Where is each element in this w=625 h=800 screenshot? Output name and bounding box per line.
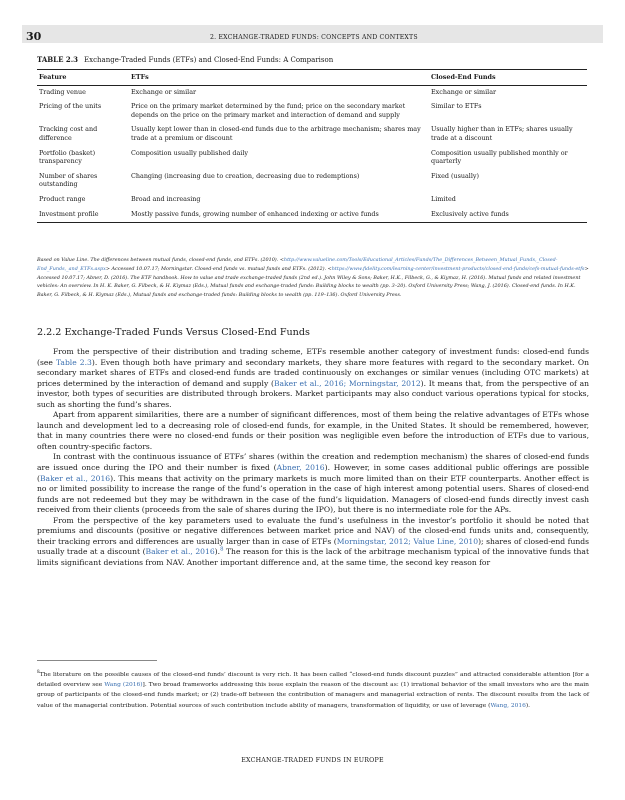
footnote-divider: [37, 660, 157, 661]
etf-cell: Broad and increasing: [131, 194, 201, 203]
feature-cell: Pricing of the units: [39, 102, 102, 111]
paragraph-text: ); shares of closed-end funds usually trade at a discount (: [37, 536, 589, 557]
feature-cell: Number of shares outstanding: [39, 171, 98, 189]
section-heading: 2.2.2 Exchange-Traded Funds Versus Closed-End Funds: [37, 327, 310, 338]
table-row: [37, 193, 587, 208]
feature-cell: Portfolio (basket) transparency: [39, 148, 96, 166]
paragraph-text: In contrast with the continuous issuance of ETFs’ shares (within the creation and redemption mechanism) the shares of closed-end funds are issued once during the IPO and their number is fixed (: [37, 452, 589, 473]
cef-cell: Exchange or similar: [431, 87, 497, 96]
table-row: [37, 100, 587, 123]
cef-cell: Usually higher than in ETFs; shares usually trade at a discount: [431, 125, 573, 142]
table-caption: [37, 55, 333, 64]
column-header: Feature: [37, 70, 129, 86]
footnote-text: ]. Two broad frameworks addressing this issue explain the reason of the discount as: (1) irrational behavior of the small investors who are the main group of participants of the closed-end funds market; or (2) trade-off between the contribution of managers and managerial extraction of rents. The discount results from the lack of value of the managerial contribution. Potential sources of such contribution include ability of managers, transformation of liquidity, or use of leverage (: [37, 682, 589, 709]
paragraph-text: The reason for this is the lack of the arbitrage mechanism typical of the innovative funds that limits significant deviations from NAV. Another important difference and, at the same time, the second key reason for: [37, 547, 589, 567]
table-title: Exchange-Traded Funds (ETFs) and Closed-End Funds: A Comparison: [84, 56, 334, 64]
etf-cell: Changing (increasing due to creation, decreasing due to redemptions): [131, 171, 360, 180]
sources-text: > Accessed 10.07.17; Morningstar. Closed-end funds vs. mutual funds and ETFs. (2012). <: [105, 265, 332, 272]
paragraph-text: From the perspective of the key parameters used to evaluate the fund’s usefulness in the investor’s portfolio it should be noted that premiums and discounts (positive or negative differences between market price and NAV) of the closed-end funds units and, consequently, their tracking errors and differences are usually larger than in case of ETFs (: [37, 515, 589, 546]
paragraph: [37, 516, 589, 569]
etf-cell: Mostly passive funds, growing number of enhanced indexing or active funds: [129, 208, 429, 223]
citation-link[interactable]: Baker et al., 2016: [39, 473, 111, 483]
table-row: [37, 85, 587, 100]
footnote-marker-link[interactable]: 8: [220, 546, 224, 553]
source-link-fidelity[interactable]: https://www.fidelity.com/learning-center/investment-products/closed-end-funds/cefs-mutual-funds-etfs: [331, 265, 585, 272]
feature-cell: Product range: [39, 194, 86, 203]
footnote-text: The literature on the possible causes of the closed-end funds’ discount is very rich. It has been called “closed-end funds discount puzzles” and attracted considerable attention [for a detailed overview see: [37, 672, 589, 689]
cef-cell: Composition usually published monthly or quarterly: [431, 148, 568, 166]
etf-cell: Usually kept lower than in closed-end funds due to the arbitrage mechanism; shares may trade at a premium or discount: [131, 125, 421, 142]
sources-text: Based on Value Line. The differences between mutual funds, closed-end funds, and ETFs. (2010). <: [37, 257, 284, 263]
paragraph-text: ).: [214, 547, 221, 557]
feature-cell: Trading venue: [39, 87, 86, 96]
source-link-valueline[interactable]: http://www.valueline.com/Tools/Educational_Articles/Funds/The_Differences_Between_Mutual_Funds,_Closed-End_Funds,_and_ETFs.aspx: [37, 257, 558, 272]
table-row: [37, 170, 587, 193]
paragraph: Apart from apparent similarities, there are a number of significant differences, most of them being the relative advantages of ETFs whose launch and development led to a decreasing role of closed-end funds, for example, in the United States. It should be remembered, however, that in many countries there were no closed-end funds or their position was negligible even before the introduction of ETFs due to various, often country-specific factors.: [37, 410, 589, 451]
etf-cell: Composition usually published daily: [131, 148, 249, 157]
etf-cell: Price on the primary market determined by the fund; price on the secondary market depends on the price on the primary market and interaction of demand and supply: [131, 102, 406, 119]
running-head: 2. EXCHANGE-TRADED FUNDS: CONCEPTS AND CONTEXTS: [210, 34, 418, 41]
etf-cell: Exchange or similar: [131, 87, 197, 96]
cef-cell: Exclusively active funds: [429, 208, 587, 223]
table-row: [37, 123, 587, 146]
citation-link[interactable]: Abner, 2016: [276, 463, 325, 473]
cef-cell: Similar to ETFs: [431, 102, 482, 111]
paragraph-text: ). It means that, from the perspective of an investor, both types of securities are distributed through brokers. Market participants may also conduct various operations typical for stocks, such as shorting the fund’s shares.: [37, 378, 590, 409]
column-header: Closed-End Funds: [429, 70, 587, 86]
table-label: TABLE 2.3: [37, 55, 79, 64]
footnote-text: ).: [525, 702, 530, 709]
column-header: ETFs: [129, 70, 429, 86]
sources-text: > Accessed 10.07.17; Abner, D. (2016). The ETF handbook. How to value and trade exchange-traded funds (2nd ed.). John Wiley & Sons; Baker, H.K., Filbeck, G., & Kiymaz, H. (2016). Mutual funds and related investment vehicles: An overview. In H. K. Baker, G. Filbeck, & H. Kiymaz (Eds.), Mutual funds and exchange-traded funds: Building blocks to wealth (pp. 3–20). Oxford University Press; Wang, J. (2016). Closed-end funds. In H.K. Baker, G. Filbeck, & H. Kiymaz (Eds.), Mutual funds and exchange-traded funds: Building blocks to wealth (pp. 119–136). Oxford University Press.: [37, 265, 589, 299]
feature-cell: Tracking cost and difference: [39, 125, 98, 142]
page-footer: EXCHANGE-TRADED FUNDS IN EUROPE: [241, 757, 384, 764]
table-sources: [37, 256, 589, 300]
citation-link[interactable]: Morningstar, 2012; Value Line, 2010: [336, 536, 479, 546]
citation-link[interactable]: Wang, 2016: [490, 702, 526, 709]
citation-link[interactable]: Wang (2016): [104, 682, 143, 689]
citation-link[interactable]: Baker et al., 2016: [145, 547, 215, 557]
cef-cell: Limited: [431, 194, 456, 203]
paragraph-text: From the perspective of their distribution and trading scheme, ETFs resemble another category of investment funds: closed-end funds (see: [37, 347, 589, 367]
body-text: [37, 347, 589, 568]
citation-link[interactable]: Baker et al., 2016; Morningstar, 2012: [273, 378, 421, 388]
footnote-number: 8: [37, 669, 40, 675]
paragraph-text: ). Even though both have primary and secondary markets, they share more features with regard to the secondary market. On secondary market shares of ETFs and closed-end funds are traded continuously on exchanges or similar venues (including OTC markets) at prices determined by the interaction of demand and supply (: [37, 357, 590, 388]
feature-cell: Investment profile: [37, 208, 129, 223]
paragraph: [37, 347, 589, 410]
page-number: 30: [26, 30, 42, 43]
table-header-row: [37, 70, 587, 86]
comparison-table: [37, 69, 587, 223]
paragraph-text: ). However, in some cases additional public offerings are possible (: [37, 463, 589, 483]
paragraph: [37, 452, 589, 515]
table-row: [37, 208, 587, 223]
footnote: [37, 670, 589, 711]
cef-cell: Fixed (usually): [431, 171, 479, 180]
paragraph-text: ). This means that activity on the primary markets is much more limited than on their ETF counterparts. Another effect is no or limited possibility to increase the range of the fund’s operation in the case of high interest among potential users. Shares of closed-end funds are not redeemed but they may be withdrawn in the case of the fund’s liquidation. Managers of closed-end funds directly invest cash received from their clients (proceeds from the sale of shares during the IPO), but there is no intermediate role for the APs.: [37, 473, 589, 515]
table-reference-link[interactable]: Table 2.3: [55, 357, 92, 367]
table-row: [37, 147, 587, 170]
